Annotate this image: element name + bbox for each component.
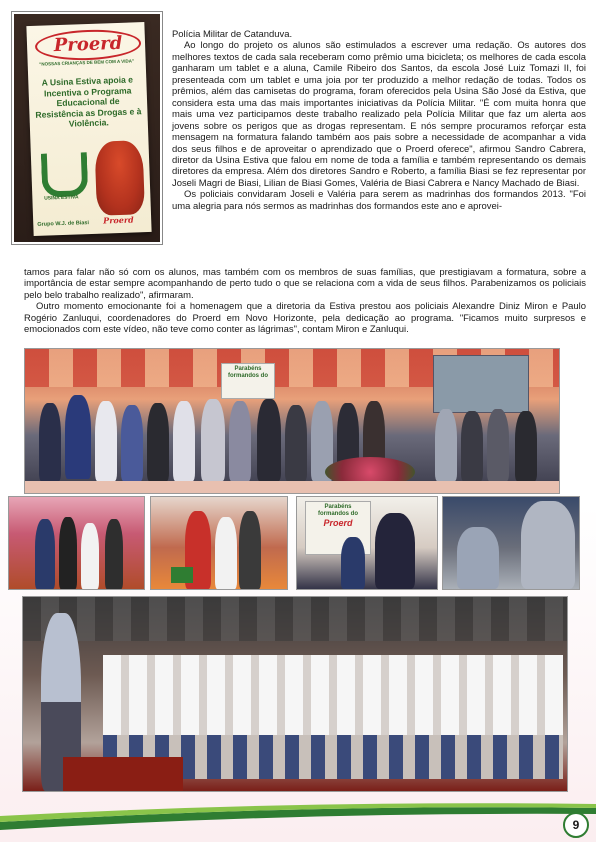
proerd-logo: Proerd [35, 28, 142, 62]
event-photo-thumb-4 [442, 496, 580, 590]
article-right-column [172, 29, 586, 212]
person-figure [39, 403, 61, 481]
person-figure [201, 399, 225, 481]
person-figure [59, 517, 77, 589]
person-figure [105, 519, 123, 589]
person-figure [457, 527, 499, 589]
person-figure [65, 395, 91, 479]
article-paragraph: Polícia Militar de Catanduva. [172, 29, 293, 40]
person-figure [215, 517, 237, 589]
stage-table [25, 481, 559, 494]
stage-banner-line: Parabéns [324, 504, 352, 510]
stage-banner [221, 363, 275, 399]
event-stage-photo [24, 348, 560, 494]
person-figure [341, 537, 365, 589]
projection-screen [433, 355, 529, 413]
person-figure [147, 403, 169, 481]
usina-estiva-label: USINA ESTIVA [44, 194, 79, 202]
student-shirts-row [103, 655, 563, 735]
person-figure [239, 511, 261, 589]
person-figure [229, 401, 251, 481]
person-figure [435, 409, 457, 481]
article-paragraph: Outro momento emocionante foi a homenagem que a diretoria da Estiva prestou aos policiais Alexandre Diniz Miron e Paulo Rogério Zanluqui, coordenadores do Proerd em Novo Horizonte, pela dedicação ao programa. "Ficamos muito surpresos e emocionados com este vídeo, não teve como conter as lágrimas", contam Miron e Zanluqui. [24, 301, 586, 336]
event-photo-thumb-1 [8, 496, 145, 590]
person-figure [515, 411, 537, 481]
person-figure [35, 519, 55, 589]
banner-slogan: "NOSSAS CRIANÇAS DE BEM COM A VIDA" [39, 58, 135, 67]
lion-shirt-logo: Proerd [103, 214, 134, 226]
article-paragraph: tamos para falar não só com os alunos, mas também com os membros de suas famílias, que prestigiavam a formatura, sobre a importância de estar sempre acompanhando de perto tudo o que se relaciona com a vida de seus filhos. Parabenizamos os policiais pelo belo trabalho realizado", afirmaram. [24, 267, 586, 301]
usina-estiva-banner [26, 22, 151, 236]
usina-estiva-logo-icon [41, 152, 89, 198]
footer-swoosh [0, 800, 596, 830]
page-number: 9 [563, 812, 589, 838]
person-figure [121, 405, 143, 481]
stage-banner-line: Parabéns [234, 366, 262, 372]
stage-banner-line: formandos do [228, 373, 268, 379]
person-figure [285, 405, 307, 481]
person-figure [375, 513, 415, 589]
person-figure [95, 401, 117, 481]
article-paragraph: Os policiais convidaram Joseli e Valéria para serem as madrinhas dos formandos 2013. "Foi uma alegria para nós sermos as madrinhas dos formandos este ano e aprovei- [172, 189, 586, 212]
person-figure [521, 501, 575, 589]
person-figure [461, 411, 483, 481]
person-figure [487, 409, 509, 481]
red-carpet [63, 757, 183, 792]
person-figure [257, 399, 281, 481]
stage-banner-line: formandos do [318, 511, 358, 517]
article-paragraph: Ao longo do projeto os alunos são estimulados a escrever uma redação. Os autores dos melhores textos de cada sala receberam como prêmio uma bicicleta; os melhores de cada escola ganharam um tablet e a aluna, Camile Ribeiro dos Santos, da escola José Luiz Tomazi II, foi presenteada com um tablet e uma joia por ter produzido a melhor redação de todas. Todos os prêmios, além das camisetas do programa, foram oferecidos pela Usina São José da Estiva, que considera esta uma das mais importantes iniciativas da Polícia Militar. "É com muita honra que mais uma vez participamos deste trabalho realizado pela Polícia Militar que faz um alerta aos jovens sobre os perigos que as drogas representam. E nós sempre procuramos reforçar esta mensagem na formatura falando também aos pais sobre a necessidade de acompanhar a vida dos seus filhos e de aproveitar o aprendizado que o Proerd oferece", afirmou Sandro Cabrera, diretor da Usina Estiva que falou em nome de toda a família e também representando os demais diretores da empresa. Além dos diretores Sandro e Roberto, a família Biasi se fez representar por Joseli Magri de Biasi, Lilian de Biasi Gomes, Valéria de Biasi Cabrera e Nancy Machado de Biasi. [172, 40, 586, 189]
graduation-crowd-photo [22, 596, 568, 792]
lion-mascot-icon [94, 140, 145, 216]
gift-package [171, 567, 193, 583]
banner-text: A Usina Estiva apoia e Incentiva o Programa Educacional de Resistência as Drogas e à Violência. [35, 74, 142, 129]
person-figure [81, 523, 99, 589]
group-label: Grupo W.J. de Biasi [37, 220, 90, 228]
event-photo-thumb-2 [150, 496, 288, 590]
stage-banner-logo: Proerd [323, 518, 353, 528]
banner-photo [12, 12, 162, 244]
audience-background [23, 597, 567, 641]
event-photo-thumb-3 [296, 496, 438, 590]
article-full-width [24, 267, 586, 336]
person-figure [173, 401, 195, 481]
